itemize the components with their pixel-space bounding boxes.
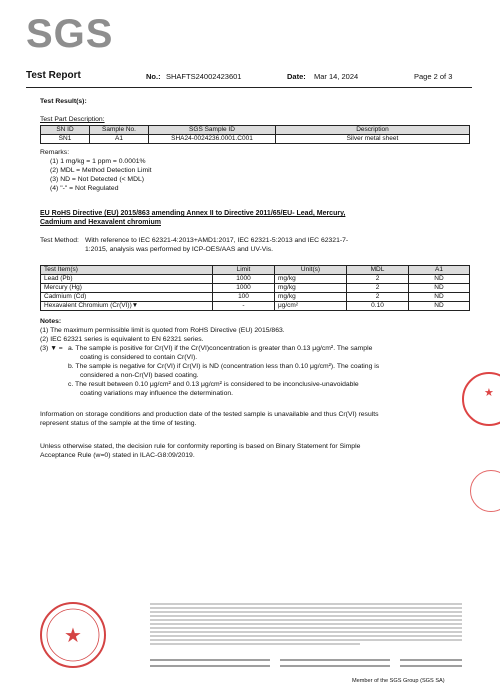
table-row [41, 302, 470, 311]
note-3c-line1: c. The result between 0.10 μg/cm² and 0.13 μg/cm² is considered to be inconclusive-unavoidable [68, 381, 359, 388]
part-col-sample-no: Sample No. [90, 126, 149, 135]
col-limit: Limit [213, 266, 275, 275]
test-method-line2: 1:2015, analysis was performed by ICP-OES/AAS and UV-Vis. [85, 246, 274, 253]
note-3a-line1: a. The sample is positive for Cr(VI) if the Cr(VI)concentration is greater than 0.13 μg/cm². The sample [68, 345, 373, 352]
cell: 2 [347, 284, 409, 293]
cell: ND [409, 275, 470, 284]
results-table [40, 265, 470, 311]
directive-title-line1: EU RoHS Directive (EU) 2015/863 amending Annex II to Directive 2011/65/EU- Lead, Mercury, [40, 210, 346, 217]
footer-red-seal [38, 600, 108, 670]
note-3b-line2: considered a non-Cr(VI) based coating. [80, 372, 199, 379]
part-description-heading: Test Part Description: [40, 116, 105, 123]
decision-rule-line2: Acceptance Rule (w=0) stated in ILAC-G8:09/2019. [40, 452, 195, 459]
cell: SHA24-0024236.0001.C001 [149, 135, 276, 144]
note-3c-line2: coating variations may influence the determination. [80, 390, 234, 397]
part-table [40, 125, 470, 144]
part-col-sn: SN ID [41, 126, 90, 135]
test-method-line1: With reference to IEC 62321-4:2013+AMD1:2017, IEC 62321-5:2013 and IEC 62321-7- [85, 237, 349, 244]
part-col-description: Description [276, 126, 470, 135]
cell: Silver metal sheet [276, 135, 470, 144]
table-row [41, 135, 470, 144]
cell: SN1 [41, 135, 90, 144]
report-title: Test Report [26, 70, 81, 81]
cell: ND [409, 302, 470, 311]
note-3a-line2: coating is considered to contain Cr(VI). [80, 354, 198, 361]
red-round-stamp [470, 470, 500, 512]
test-method-label: Test Method: [40, 237, 79, 244]
cell: μg/cm² [275, 302, 347, 311]
cell: A1 [90, 135, 149, 144]
footer-terms-block [150, 602, 462, 652]
page-number: Page 2 of 3 [414, 72, 453, 81]
col-test-item: Test Item(s) [41, 266, 213, 275]
table-row [41, 293, 470, 302]
remark-item: (3) ND = Not Detected (< MDL) [50, 176, 145, 183]
cell: - [213, 302, 275, 311]
footer-address-block [150, 656, 462, 668]
cell: Mercury (Hg) [41, 284, 213, 293]
cell: ND [409, 284, 470, 293]
table-row [41, 284, 470, 293]
cell: 0.10 [347, 302, 409, 311]
cell: 1000 [213, 284, 275, 293]
report-no-value: SHAFTS24002423601 [166, 72, 242, 81]
cell: Cadmium (Cd) [41, 293, 213, 302]
notes-heading: Notes: [40, 318, 62, 325]
remarks-heading: Remarks: [40, 149, 70, 156]
report-date-label: Date: [287, 72, 306, 81]
note-3-lead: (3) ▼ = [40, 345, 63, 352]
footer-fine-print-texture [150, 602, 462, 650]
cell: mg/kg [275, 284, 347, 293]
header-rule [26, 87, 472, 88]
cell: ND [409, 293, 470, 302]
footer-address-texture [150, 657, 462, 669]
results-table-header [41, 266, 470, 275]
cell: Lead (Pb) [41, 275, 213, 284]
note-1: (1) The maximum permissible limit is quoted from RoHS Directive (EU) 2015/863. [40, 327, 285, 334]
red-seal-star-icon: ★ [484, 387, 494, 399]
results-heading: Test Result(s): [40, 98, 87, 105]
part-table-header [41, 126, 470, 135]
footer-member-text: Member of the SGS Group (SGS SA) [352, 678, 445, 684]
storage-info-line1: Information on storage conditions and production date of the tested sample is unavailable and thus Cr(VI) results [40, 411, 379, 418]
remark-item: (2) MDL = Method Detection Limit [50, 167, 152, 174]
col-mdl: MDL [347, 266, 409, 275]
note-3b-line1: b. The sample is negative for Cr(VI) if Cr(VI) is ND (concentration less than 0.10 μg/cm²). The coating is [68, 363, 380, 370]
cell: 1000 [213, 275, 275, 284]
note-2: (2) IEC 62321 series is equivalent to EN 62321 series. [40, 336, 204, 343]
cell: 2 [347, 275, 409, 284]
report-date-value: Mar 14, 2024 [314, 72, 359, 81]
table-row [41, 275, 470, 284]
remark-item: (4) "-" = Not Regulated [50, 185, 119, 192]
cell: 2 [347, 293, 409, 302]
remark-item: (1) 1 mg/kg = 1 ppm = 0.0001% [50, 158, 146, 165]
report-no-label: No.: [146, 72, 161, 81]
decision-rule-line1: Unless otherwise stated, the decision rule for conformity reporting is based on Binary Statement for Simple [40, 443, 361, 450]
cell: Hexavalent Chromium (Cr(VI))▼ [41, 302, 213, 311]
svg-text:★: ★ [64, 625, 82, 647]
col-a1: A1 [409, 266, 470, 275]
red-seal-stamp [462, 372, 500, 426]
directive-title-line2: Cadmium and Hexavalent chromium [40, 219, 161, 226]
cell: mg/kg [275, 293, 347, 302]
col-units: Unit(s) [275, 266, 347, 275]
storage-info-line2: represent status of the sample at the time of testing. [40, 420, 197, 427]
part-col-sgs-id: SGS Sample ID [149, 126, 276, 135]
sgs-logo: SGS [26, 12, 114, 56]
cell: 100 [213, 293, 275, 302]
cell: mg/kg [275, 275, 347, 284]
